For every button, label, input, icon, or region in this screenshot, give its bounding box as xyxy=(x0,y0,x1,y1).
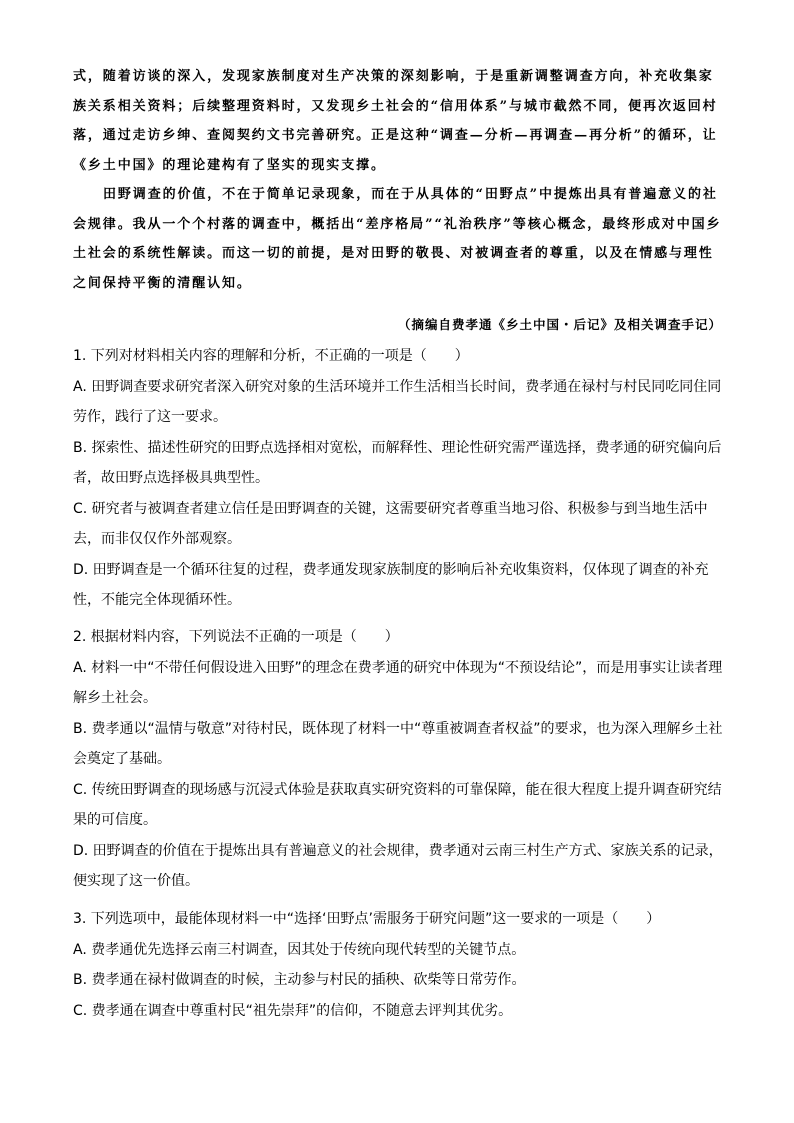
question-1 xyxy=(73,341,723,616)
passage-paragraph-1: 式，随着访谈的深入，发现家族制度对生产决策的深刻影响，于是重新调整调查方向，补充收集家族关系相关资料；后续整理资料时，又发现乡土社会的“信用体系”与城市截然不同，便再次返回村落，通过走访乡绅、查阅契约文书完善研究。正是这种“调查—分析—再调查—再分析”的循环，让《乡土中国》的理论建构有了坚实的现实支撑。 xyxy=(73,69,718,173)
passage-paragraph-2: 田野调查的价值，不在于简单记录现象，而在于从具体的“田野点”中提炼出具有普遍意义的社会规律。我从一个个村落的调查中，概括出“差序格局”“礼治秩序”等核心概念，最终形成对中国乡土社会的系统性解读。而这一切的前提，是对田野的敬畏、对被调查者的尊重，以及在情感与理性之间保持平衡的清醒认知。 xyxy=(73,187,722,291)
reading-passage xyxy=(73,62,723,298)
question-2 xyxy=(73,622,723,897)
question-1-option-c: C. 研究者与被调查者建立信任是田野调查的关键，这需要研究者尊重当地习俗、积极参与到当地生活中去，而非仅仅作外部观察。 xyxy=(73,500,708,547)
question-2-option-c: C. 传统田野调查的现场感与沉浸式体验是获取真实研究资料的可靠保障，能在很大程度上提升调查研究结果的可信度。 xyxy=(73,781,722,828)
passage-source: （摘编自费孝通《乡土中国・后记》及相关调查手记） xyxy=(397,317,722,332)
question-1-option-b: B. 探索性、描述性研究的田野点选择相对宽松，而解释性、理论性研究需严谨选择，费孝通的研究偏向后者，故田野点选择极具典型性。 xyxy=(73,439,722,486)
question-2-stem: 2. 根据材料内容，下列说法不正确的一项是（ ） xyxy=(73,629,399,645)
question-3-stem: 3. 下列选项中，最能体现材料一中“选择‘田野点’需服务于研究问题”这一要求的一项是（ ） xyxy=(73,911,661,927)
question-3-option-b: B. 费孝通在禄村做调查的时候，主动参与村民的插秧、砍柴等日常劳作。 xyxy=(73,972,526,988)
question-3-option-a: A. 费孝通优先选择云南三村调查，因其处于传统向现代转型的关键节点。 xyxy=(73,941,526,958)
question-1-option-d: D. 田野调查是一个循环往复的过程，费孝通发现家族制度的影响后补充收集资料，仅体现了调查的补充性，不能完全体现循环性。 xyxy=(73,561,709,608)
question-2-option-d: D. 田野调查的价值在于提炼出具有普遍意义的社会规律，费孝通对云南三村生产方式、家族关系的记录，便实现了这一价值。 xyxy=(73,842,723,889)
question-1-option-a: A. 田野调查要求研究者深入研究对象的生活环境并工作生活相当长时间，费孝通在禄村与村民同吃同住同劳作，践行了这一要求。 xyxy=(73,378,722,425)
question-2-option-a: A. 材料一中“不带任何假设进入田野”的理念在费孝通的研究中体现为“不预设结论”，而是用事实让读者理解乡土社会。 xyxy=(73,659,723,706)
question-3-option-c: C. 费孝通在调查中尊重村民“祖先崇拜”的信仰，不随意去评判其优劣。 xyxy=(73,1002,513,1019)
question-1-stem: 1. 下列对材料相关内容的理解和分析，不正确的一项是（ ） xyxy=(73,348,469,364)
question-2-option-b: B. 费孝通以“温情与敬意”对待村民，既体现了材料一中“尊重被调查者权益”的要求，也为深入理解乡土社会奠定了基础。 xyxy=(73,720,723,767)
question-3 xyxy=(73,904,723,1026)
